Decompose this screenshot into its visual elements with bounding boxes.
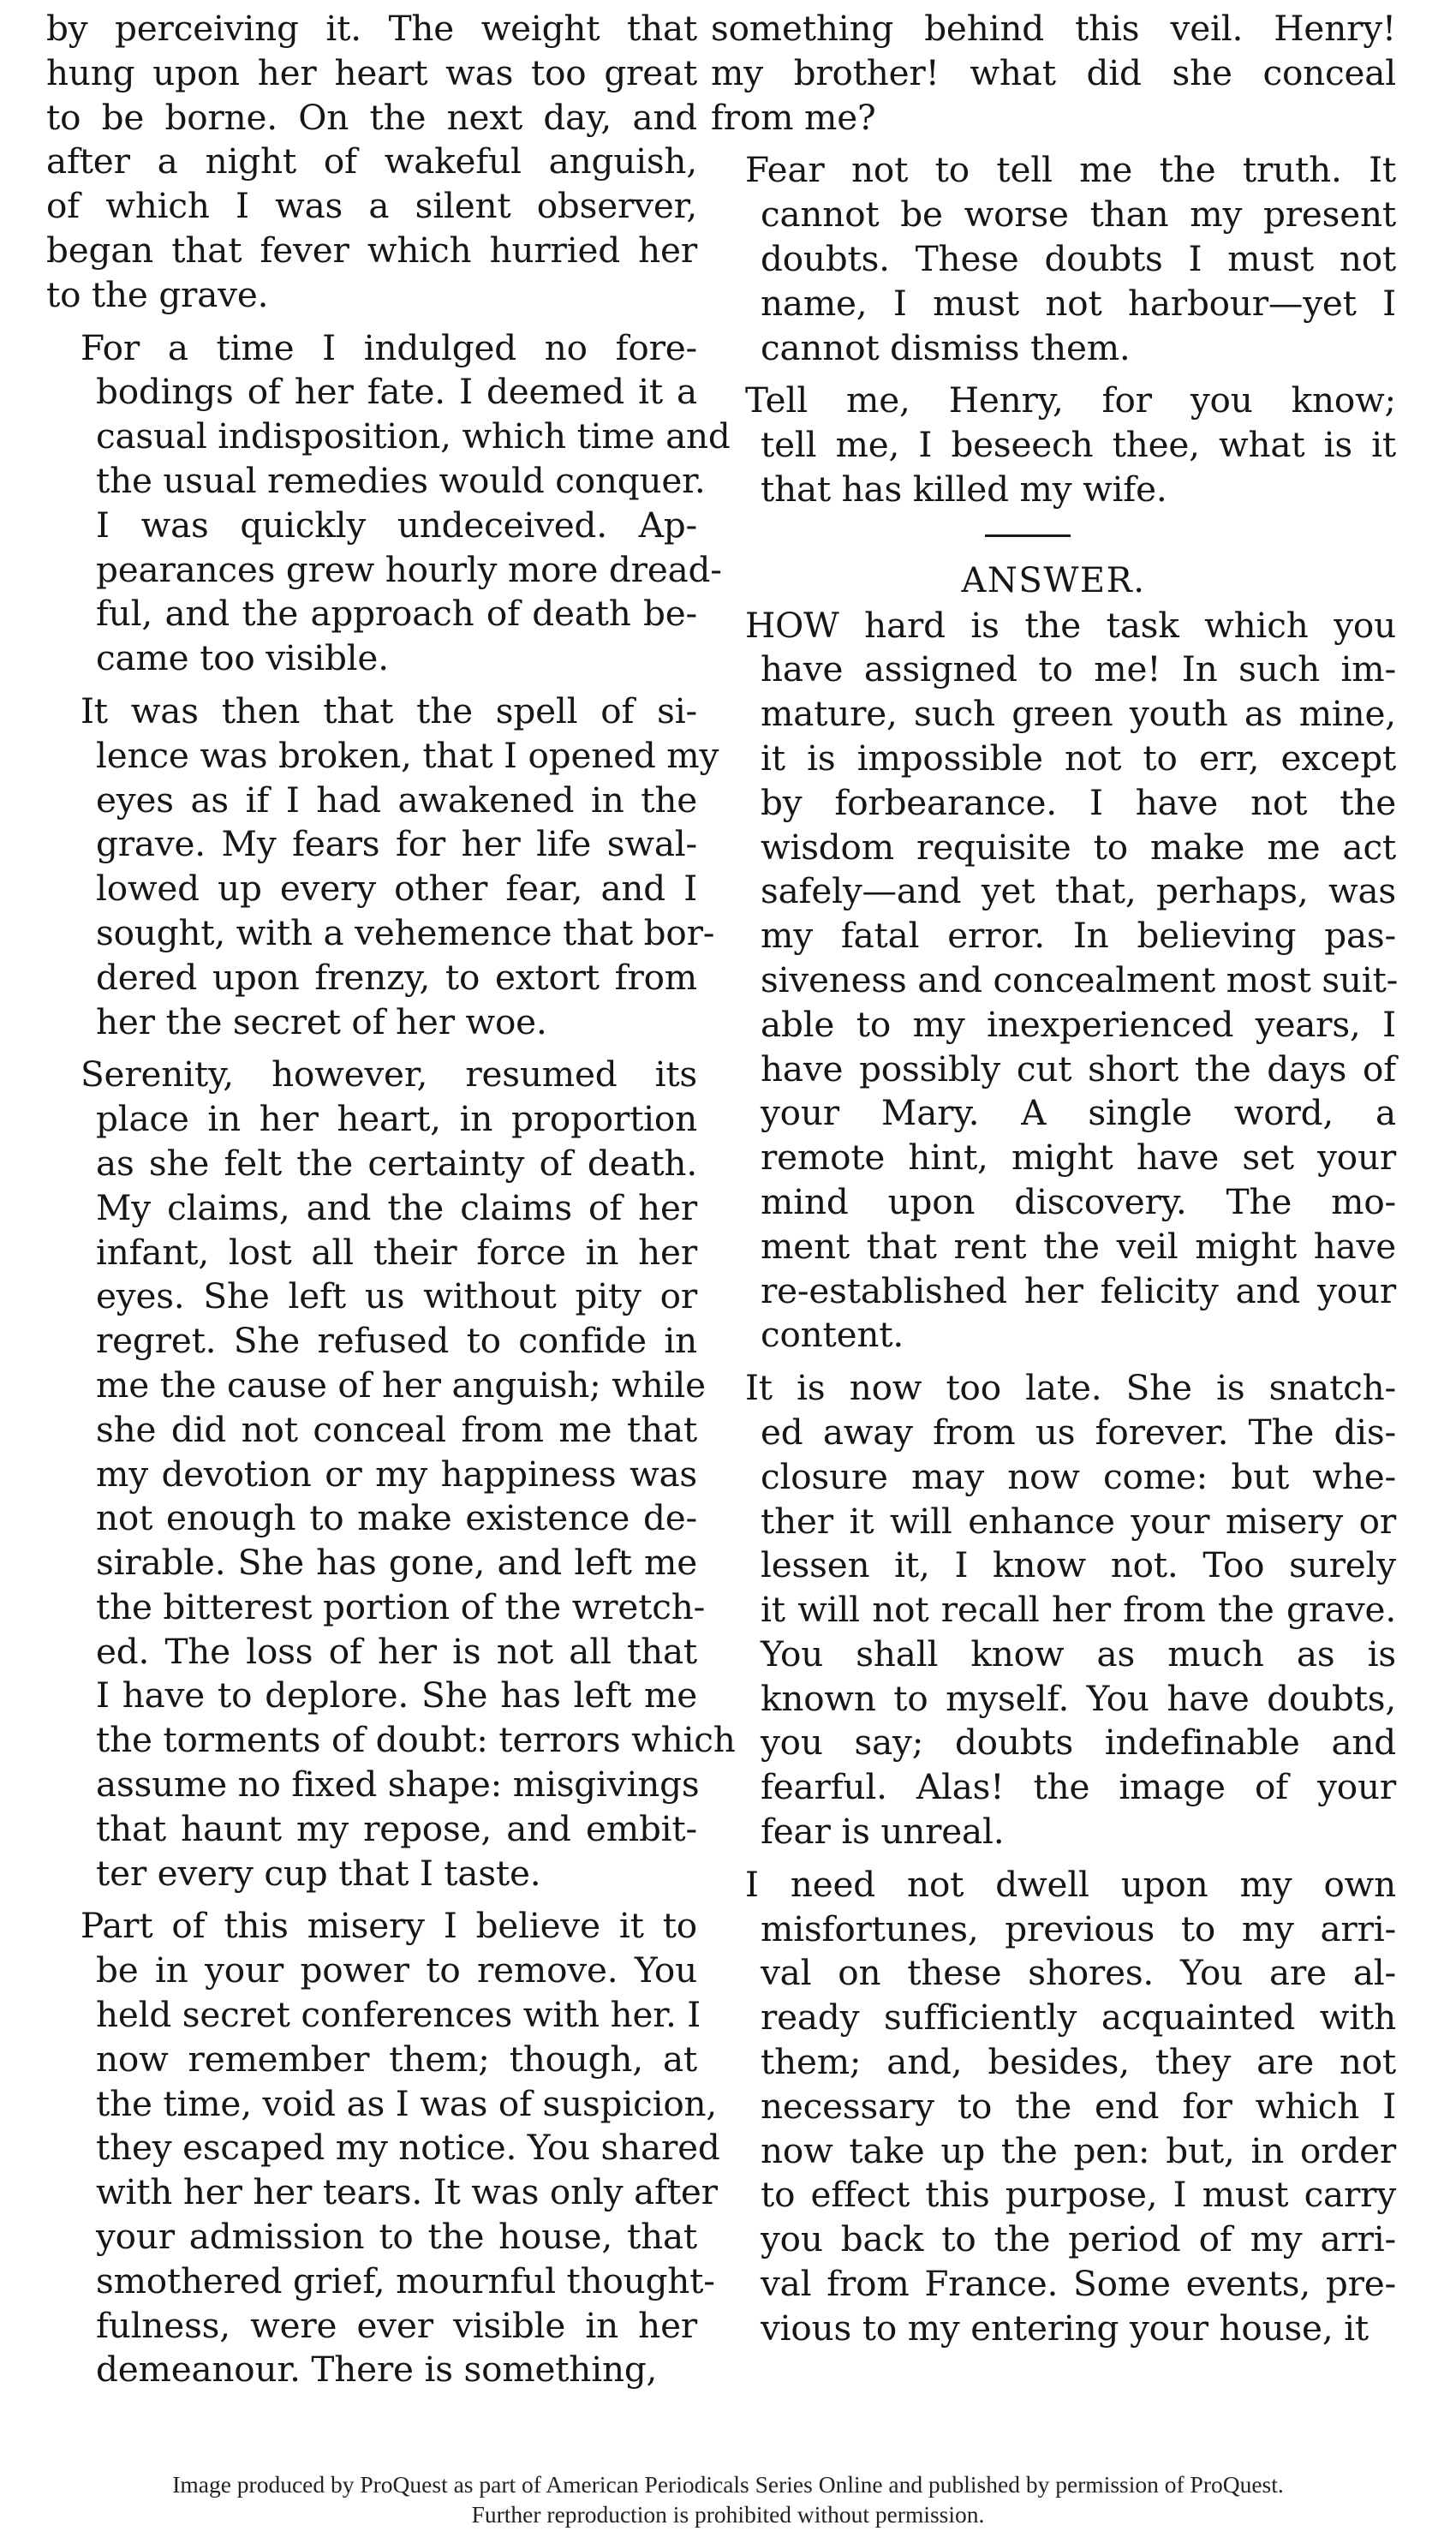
text-line: my devotion or my happiness was <box>96 1453 697 1495</box>
text-line: with her her tears. It was only after <box>96 2171 718 2213</box>
text-line: she did not conceal from me that <box>96 1408 697 1450</box>
text-line: not enough to make existence de- <box>96 1497 697 1539</box>
text-line: of which I was a silent observer, <box>46 185 697 227</box>
text-line: My claims, and the claims of her <box>96 1186 697 1228</box>
text-line: I have to deplore. She has left me <box>96 1674 697 1716</box>
text-line: mind upon discovery. The mo- <box>761 1180 1396 1222</box>
section-separator-rule <box>985 534 1071 537</box>
text-line: val on these shores. You are al- <box>761 1952 1396 1994</box>
text-line: ment that rent the veil might have <box>761 1225 1396 1267</box>
text-line: lowed up every other fear, and I <box>96 868 697 910</box>
text-line: assume no fixed shape: misgivings <box>96 1764 700 1806</box>
text-line: wisdom requisite to make me act <box>761 826 1396 868</box>
paragraph <box>46 7 697 318</box>
text-line: ed away from us forever. The dis- <box>761 1411 1396 1453</box>
text-line: place in her heart, in proportion <box>96 1098 697 1140</box>
text-line: eyes. She left us without pity or <box>96 1275 697 1317</box>
text-line: Tell me, Henry, for you know; <box>745 379 1396 421</box>
text-line: they escaped my notice. You shared <box>96 2127 720 2169</box>
text-line: to be borne. On the next day, and <box>46 96 697 138</box>
text-line: have possibly cut short the days of <box>761 1048 1396 1089</box>
text-line: known to myself. You have doubts, <box>761 1677 1396 1719</box>
text-line: her the secret of her woe. <box>96 1000 547 1042</box>
text-line: HOW hard is the task which you <box>745 604 1396 646</box>
text-line: content. <box>761 1314 904 1356</box>
text-line: ter every cup that I taste. <box>96 1852 541 1894</box>
text-line: it is impossible not to err, except <box>761 737 1396 779</box>
text-line: my fatal error. In believing pas- <box>761 915 1396 957</box>
text-line: necessary to the end for which I <box>761 2085 1396 2127</box>
right-column-answer <box>711 604 1399 2351</box>
text-line: cannot be worse than my present <box>761 194 1396 236</box>
paragraph <box>46 689 719 1044</box>
right-column-letter-end <box>711 7 1396 512</box>
text-line: re-established her felicity and your <box>761 1269 1396 1311</box>
text-line: be in your power to remove. You <box>96 1949 697 1991</box>
right-column <box>711 7 1399 2360</box>
text-line: by perceiving it. The weight that <box>46 8 697 49</box>
paragraph <box>46 1053 736 1895</box>
left-column <box>46 7 736 2401</box>
text-line: the torments of doubt: terrors which <box>96 1719 736 1761</box>
text-line: to effect this purpose, I must carry <box>761 2174 1396 2216</box>
text-line: lence was broken, that I opened my <box>96 734 719 776</box>
paragraph <box>711 379 1396 511</box>
text-line: Part of this misery I believe it to <box>81 1905 697 1947</box>
text-line: I need not dwell upon my own <box>745 1863 1396 1905</box>
text-line: the bitterest portion of the wretch- <box>96 1585 706 1627</box>
text-line: by forbearance. I have not the <box>761 781 1396 823</box>
text-line: eyes as if I had awakened in the <box>96 779 697 821</box>
text-line: that haunt my repose, and embit- <box>96 1807 697 1849</box>
text-line: name, I must not harbour—yet I <box>761 282 1396 324</box>
text-line: the usual remedies would conquer. <box>96 459 706 501</box>
text-line: casual indisposition, which time and <box>96 415 731 457</box>
text-line: held secret conferences with her. I <box>96 1994 701 2036</box>
text-line: ther it will enhance your misery or <box>761 1500 1396 1542</box>
text-line: your admission to the house, that <box>96 2216 697 2258</box>
text-line: demeanour. There is something, <box>96 2349 658 2391</box>
text-line: after a night of wakeful anguish, <box>46 140 697 182</box>
text-line: bodings of her fate. I deemed it a <box>96 371 697 413</box>
text-line: my brother! what did she conceal <box>711 51 1396 93</box>
text-line: to the grave. <box>46 273 269 315</box>
text-line: me the cause of her anguish; while <box>96 1364 706 1406</box>
text-line: doubts. These doubts I must not <box>761 237 1396 279</box>
text-line: tell me, I beseech thee, what is it <box>761 424 1396 466</box>
text-line: ready sufficiently acquainted with <box>761 1997 1396 2039</box>
text-line: mature, such green youth as mine, <box>761 693 1396 735</box>
text-line: began that fever which hurried her <box>46 229 697 271</box>
footer-line-2: Further reproduction is prohibited without permission. <box>471 2501 985 2528</box>
text-line: you say; doubts indefinable and <box>761 1722 1396 1764</box>
paragraph <box>46 1904 720 2392</box>
paragraph <box>711 7 1396 140</box>
text-line: sought, with a vehemence that bor- <box>96 911 715 953</box>
text-line: closure may now come: but whe- <box>761 1455 1396 1497</box>
text-line: hung upon her heart was too great <box>46 51 697 93</box>
text-line: lessen it, I know not. Too surely <box>761 1544 1396 1586</box>
text-line: Serenity, however, resumed its <box>81 1054 697 1095</box>
text-line: now remember them; though, at <box>96 2038 697 2080</box>
text-line: fearful. Alas! the image of your <box>761 1766 1396 1808</box>
text-line: the time, void as I was of suspicion, <box>96 2082 718 2124</box>
text-line: that has killed my wife. <box>761 468 1167 510</box>
text-line: infant, lost all their force in her <box>96 1231 697 1273</box>
footer-line-1: Image produced by ProQuest as part of American Periodicals Series Online and published by permission of ProQuest. <box>172 2471 1284 2498</box>
text-line: For a time I indulged no fore- <box>81 326 697 368</box>
text-line: pearances grew hourly more dread- <box>96 548 722 590</box>
text-line: came too visible. <box>96 637 389 679</box>
text-line: vious to my entering your house, it <box>761 2307 1369 2349</box>
text-line: fulness, were ever visible in her <box>96 2304 697 2346</box>
text-line: now take up the pen: but, in order <box>761 2129 1396 2171</box>
text-line: smothered grief, mournful thought- <box>96 2259 715 2301</box>
text-line: have assigned to me! In such im- <box>761 648 1396 690</box>
text-line: sirable. She has gone, and left me <box>96 1542 697 1584</box>
text-line: It was then that the spell of si- <box>81 689 697 731</box>
text-line: safely—and yet that, perhaps, was <box>761 870 1396 912</box>
text-line: It is now too late. She is snatch- <box>745 1367 1396 1409</box>
paragraph <box>711 148 1396 370</box>
text-line: fear is unreal. <box>761 1811 1005 1853</box>
text-line: val from France. Some events, pre- <box>761 2263 1396 2305</box>
footer-notice <box>0 2469 1456 2529</box>
paragraph <box>711 1366 1396 1854</box>
text-line: remote hint, might have set your <box>761 1137 1396 1179</box>
text-line: it will not recall her from the grave. <box>761 1589 1396 1631</box>
text-line: Fear not to tell me the truth. It <box>745 149 1396 191</box>
text-line: ed. The loss of her is not all that <box>96 1630 697 1672</box>
text-line: from me? <box>711 96 876 138</box>
text-line: you back to the period of my arri- <box>761 2218 1396 2260</box>
text-line: dered upon frenzy, to extort from <box>96 956 697 998</box>
text-line: able to my inexperienced years, I <box>761 1003 1396 1045</box>
text-line: misfortunes, previous to my arri- <box>761 1907 1396 1949</box>
paragraph <box>46 326 731 681</box>
text-line: regret. She refused to confide in <box>96 1320 697 1362</box>
text-line: I was quickly undeceived. Ap- <box>96 504 697 546</box>
text-line: something behind this veil. Henry! <box>711 8 1396 49</box>
paragraph <box>711 604 1399 1358</box>
text-line: grave. My fears for her life swal- <box>96 823 697 865</box>
text-line: cannot dismiss them. <box>761 326 1131 368</box>
text-line: as she felt the certainty of death. <box>96 1142 697 1184</box>
section-heading: ANSWER. <box>961 560 1146 600</box>
text-line: ful, and the approach of death be- <box>96 593 697 635</box>
text-line: your Mary. A single word, a <box>761 1092 1396 1134</box>
text-line: You shall know as much as is <box>761 1633 1396 1674</box>
text-line: them; and, besides, they are not <box>761 2041 1396 2083</box>
paragraph <box>711 1863 1396 2351</box>
text-line: siveness and concealment most suit- <box>761 958 1399 1000</box>
